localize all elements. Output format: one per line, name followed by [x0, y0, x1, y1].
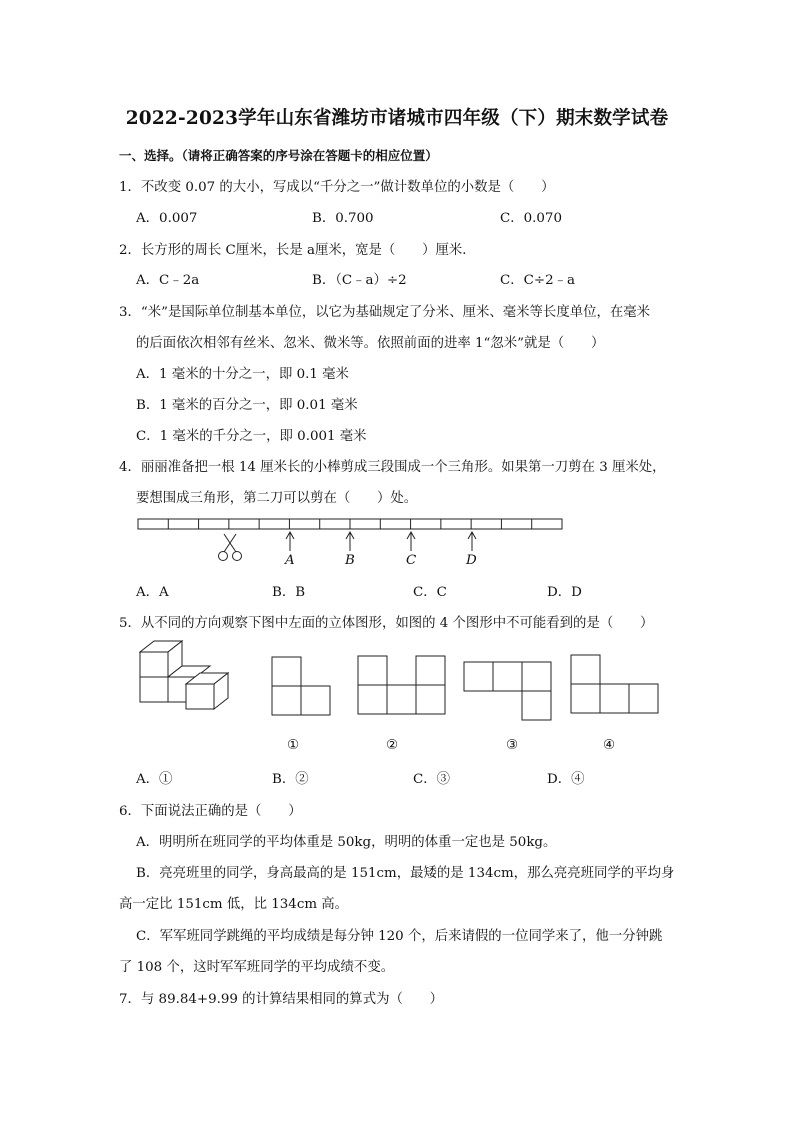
view-figure-3: [464, 662, 551, 720]
q5-option-d[interactable]: D．④: [547, 772, 585, 787]
q4-option-d[interactable]: D．D: [547, 585, 582, 600]
question-1-text: 1．不改变 0.07 的大小，写成以“千分之一”做计数单位的小数是（ ）: [119, 180, 555, 195]
q2-option-a[interactable]: A．C﹣2a: [136, 273, 200, 288]
q1-option-a[interactable]: A．0.007: [136, 211, 198, 226]
question-3-line-1: 3．“米”是国际单位制基本单位，以它为基础规定了分米、厘米、毫米等长度单位，在毫米: [119, 305, 651, 320]
q4-option-a[interactable]: A．A: [136, 585, 169, 600]
q6-option-a[interactable]: A．明明所在班同学的平均体重是 50kg，明明的体重一定也是 50kg。: [136, 835, 557, 850]
question-3-line-2: 的后面依次相邻有丝米、忽米、微米等。依照前面的进率 1“忽米”就是（ ）: [136, 336, 605, 351]
question-2-text: 2．长方形的周长 C厘米，长是 a厘米，宽是（ ）厘米．: [119, 243, 476, 258]
q3-option-b[interactable]: B．1 毫米的百分之一，即 0.01 毫米: [136, 398, 358, 413]
q4-option-b[interactable]: B．B: [272, 585, 306, 600]
figure-label-1: ①: [287, 738, 300, 753]
solid-cubes-figure: [140, 641, 228, 709]
q2-option-b[interactable]: B．（C﹣a）÷2: [312, 273, 407, 288]
figure-label-4: ④: [603, 738, 616, 753]
question-4-line-1: 4．丽丽准备把一根 14 厘米长的小棒剪成三段围成一个三角形。如果第一刀剪在 3 厘米处，: [119, 460, 666, 475]
page-title: 2022-2023学年山东省潍坊市诸城市四年级（下）期末数学试卷: [125, 108, 669, 129]
ruler-label-c: C: [406, 553, 417, 568]
q6-option-b-line-1[interactable]: B．亮亮班里的同学，身高最高的是 151cm，最矮的是 134cm，那么亮亮班同学的平均身: [136, 866, 675, 881]
q3-option-a[interactable]: A．1 毫米的十分之一，即 0.1 毫米: [136, 367, 349, 382]
figure-label-3: ③: [506, 738, 519, 753]
question-4-line-2: 要想围成三角形，第二刀可以剪在（ ）处。: [136, 491, 418, 506]
ruler-label-d: D: [466, 553, 477, 568]
ruler-label-a: A: [285, 553, 295, 568]
q5-option-b[interactable]: B．②: [272, 772, 309, 787]
q3-option-c[interactable]: C．1 毫米的千分之一，即 0.001 毫米: [136, 429, 367, 444]
q4-option-c[interactable]: C．C: [413, 585, 447, 600]
q6-option-b-line-2[interactable]: 高一定比 151cm 低，比 134cm 高。: [119, 897, 349, 912]
question-7-text: 7．与 89.84+9.99 的计算结果相同的算式为（ ）: [119, 992, 444, 1007]
q1-option-b[interactable]: B．0.700: [312, 211, 374, 226]
q5-option-c[interactable]: C．③: [413, 772, 451, 787]
view-figure-2: [358, 656, 445, 714]
view-figure-4: [571, 655, 658, 713]
q5-option-a[interactable]: A．①: [136, 772, 173, 787]
q2-option-c[interactable]: C．C÷2﹣a: [500, 273, 575, 288]
q6-option-c-line-1[interactable]: C．军军班同学跳绳的平均成绩是每分钟 120 个，后来请假的一位同学来了，他一分钟跳: [136, 929, 663, 944]
q6-option-c-line-2[interactable]: 了 108 个，这时军军班同学的平均成绩不变。: [119, 960, 395, 975]
question-6-text: 6．下面说法正确的是（ ）: [119, 804, 302, 819]
figure-label-2: ②: [386, 738, 399, 753]
ruler-label-b: B: [345, 553, 355, 568]
section-heading: 一、选择。（请将正确答案的序号涂在答题卡的相应位置）: [119, 148, 438, 163]
q1-option-c[interactable]: C．0.070: [500, 211, 562, 226]
question-5-text: 5．从不同的方向观察下图中左面的立体图形，如图的 4 个图形中不可能看到的是（ ）: [119, 616, 654, 631]
view-figure-1: [272, 657, 330, 715]
